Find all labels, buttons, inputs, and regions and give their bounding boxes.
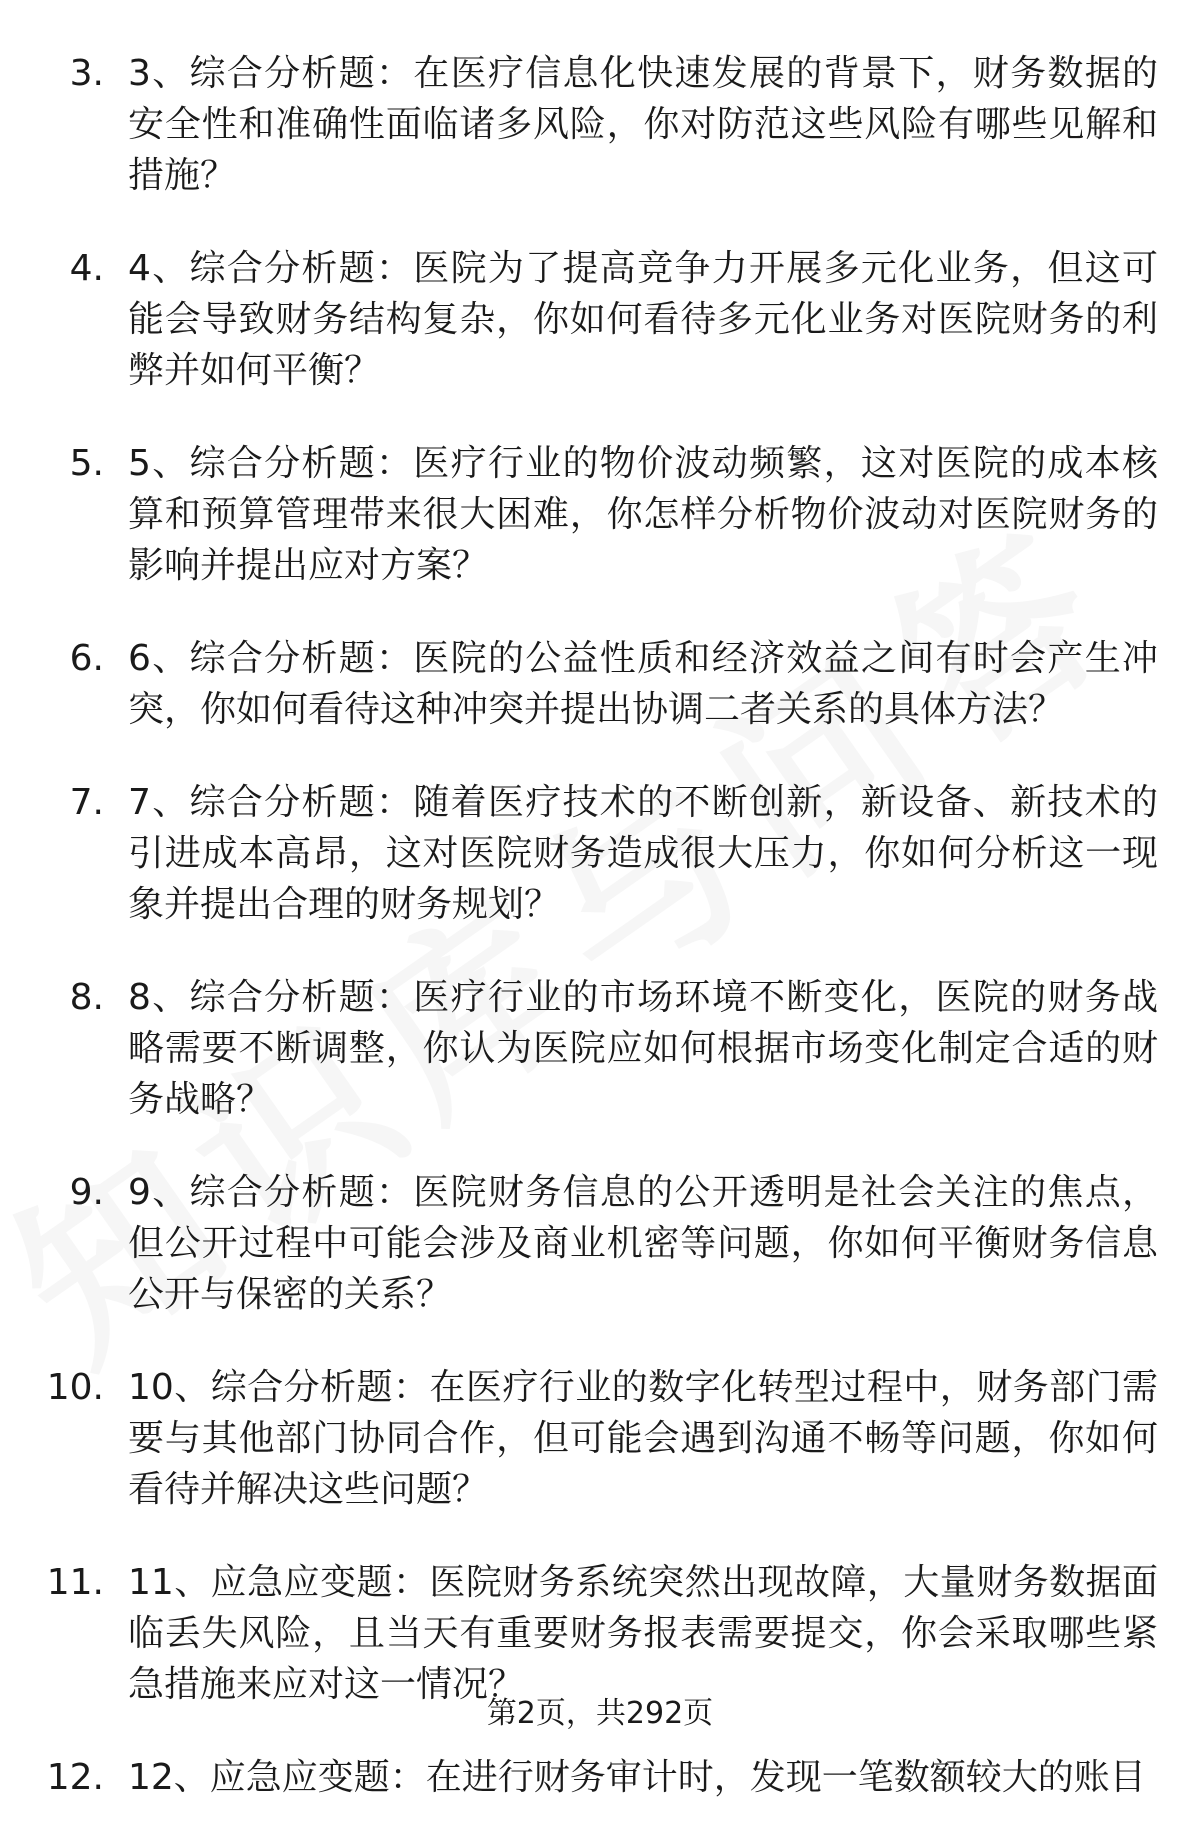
question-text: 9、综合分析题：医院财务信息的公开透明是社会关注的焦点，但公开过程中可能会涉及商业机密等问题，你如何平衡财务信息公开与保密的关系？ (128, 1172, 1158, 1315)
question-text: 5、综合分析题：医疗行业的物价波动频繁，这对医院的成本核算和预算管理带来很大困难，你怎样分析物价波动对医院财务的影响并提出应对方案？ (128, 443, 1158, 586)
question-item (0, 633, 1200, 735)
question-text: 3、综合分析题：在医疗信息化快速发展的背景下，财务数据的安全性和准确性面临诸多风险，你对防范这些风险有哪些见解和措施？ (128, 53, 1158, 196)
question-text: 4、综合分析题：医院为了提高竞争力开展多元化业务，但这可能会导致财务结构复杂，你如何看待多元化业务对医院财务的利弊并如何平衡？ (128, 248, 1158, 391)
question-item (0, 1167, 1200, 1320)
question-item (0, 972, 1200, 1125)
question-number: 10. (46, 1367, 104, 1408)
question-number: 9. (69, 1172, 104, 1213)
question-text: 12、应急应变题：在进行财务审计时，发现一笔数额较大的账目 (128, 1757, 1146, 1798)
question-item (0, 438, 1200, 591)
question-item (0, 243, 1200, 396)
question-item (0, 1752, 1200, 1803)
question-number: 3. (69, 53, 104, 94)
question-item (0, 777, 1200, 930)
question-text: 7、综合分析题：随着医疗技术的不断创新，新设备、新技术的引进成本高昂，这对医院财务造成很大压力，你如何分析这一现象并提出合理的财务规划？ (128, 782, 1158, 925)
question-item (0, 1362, 1200, 1515)
question-number: 8. (69, 977, 104, 1018)
question-text: 10、综合分析题：在医疗行业的数字化转型过程中，财务部门需要与其他部门协同合作，但可能会遇到沟通不畅等问题，你如何看待并解决这些问题？ (128, 1367, 1158, 1510)
question-text: 6、综合分析题：医院的公益性质和经济效益之间有时会产生冲突，你如何看待这种冲突并提出协调二者关系的具体方法？ (128, 638, 1158, 730)
question-text: 8、综合分析题：医疗行业的市场环境不断变化，医院的财务战略需要不断调整，你认为医院应如何根据市场变化制定合适的财务战略？ (128, 977, 1158, 1120)
question-number: 11. (46, 1562, 104, 1603)
question-text: 11、应急应变题：医院财务系统突然出现故障，大量财务数据面临丢失风险，且当天有重要财务报表需要提交，你会采取哪些紧急措施来应对这一情况？ (128, 1562, 1158, 1705)
question-number: 6. (69, 638, 104, 679)
question-number: 12. (46, 1757, 104, 1798)
question-number: 4. (69, 248, 104, 289)
question-list (0, 48, 1200, 1845)
page-footer: 第2页，共292页 (486, 1696, 714, 1731)
question-number: 5. (69, 443, 104, 484)
question-number: 7. (69, 782, 104, 823)
question-item (0, 1557, 1200, 1710)
question-item (0, 48, 1200, 201)
